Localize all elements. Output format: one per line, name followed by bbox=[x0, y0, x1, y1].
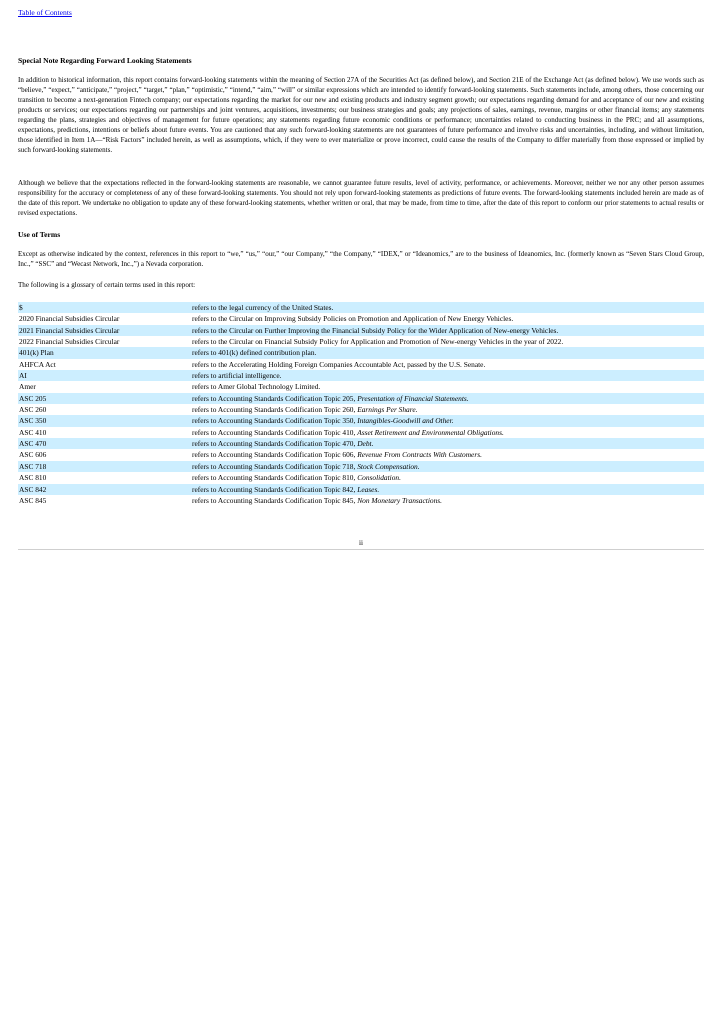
use-of-terms-heading: Use of Terms bbox=[18, 230, 61, 239]
use-of-terms-paragraph: Except as otherwise indicated by the context, references in this report to “we,” “us,” “our,” “our Company,” “the Company,” “IDEX,” or “Ideanomics,” are to the business of Ideanomics, Inc. (formerly known as “Seven Stars Cloud Group, Inc.,” “SSC” and “Wecast Network, Inc.,”) a Nevada corporation. bbox=[18, 250, 704, 269]
forward-looking-paragraph-1: In addition to historical information, this report contains forward-looking statements within the meaning of Section 27A of the Securities Act (as defined below), and Section 21E of the Exchange Act (as defined below). We use words such as “believe,” “expect,” “anticipate,” “project,” “target,” “plan,” “optimistic,” “intend,” “aim,” “will” or similar expressions which are intended to identify forward-looking statements. Such statements include, among others, those concerning our transition to become a next-generation Fintech company; our expectations regarding the market for our new and existing products and industry segment growth; our expectations regarding demand for and acceptance of our new and existing products or services; our expectations regarding our partnerships and joint ventures, acquisitions, investments; our business strategies and goals; any projections of sales, earnings, revenue, margins or other financial items; any statements regarding the plans, strategies and objectives of management for future operations; any statements regarding future economic conditions or performance; uncertainties related to conducting business in the PRC; and all assumptions, expectations, predictions, intentions or beliefs about future events. You are cautioned that any such forward-looking statements are not guarantees of future performance and involve risks and uncertainties, including, and without limitation, those identified in Item 1A—“Risk Factors” included herein, as well as assumptions, which, if they were to ever materialize or prove incorrect, could cause the results of the Company to differ materially from those expressed or implied by such forward-looking statements. bbox=[18, 76, 704, 155]
table-of-contents-link[interactable]: Table of Contents bbox=[18, 8, 72, 17]
glossary-definition bbox=[191, 302, 704, 313]
glossary-row bbox=[18, 370, 704, 381]
glossary-definition bbox=[191, 359, 704, 370]
page-divider bbox=[18, 549, 704, 550]
glossary-term: ASC 606 bbox=[19, 450, 47, 460]
glossary-definition bbox=[191, 393, 704, 404]
glossary-row bbox=[18, 415, 704, 426]
glossary-table bbox=[18, 302, 704, 506]
glossary-definition bbox=[191, 484, 704, 495]
glossary-definition-text: refers to Amer Global Technology Limited. bbox=[192, 382, 321, 392]
glossary-row bbox=[18, 313, 704, 324]
glossary-definition-text: refers to Accounting Standards Codification Topic 260, bbox=[192, 405, 358, 415]
glossary-row bbox=[18, 359, 704, 370]
glossary-definition bbox=[191, 381, 704, 392]
glossary-term: ASC 718 bbox=[18, 461, 191, 472]
glossary-row bbox=[18, 381, 704, 392]
glossary-definition bbox=[191, 495, 704, 506]
glossary-row bbox=[18, 438, 704, 449]
glossary-term: ASC 350 bbox=[18, 415, 191, 426]
glossary-definition-title: Intangibles-Goodwill and Other. bbox=[357, 416, 454, 426]
glossary-definition bbox=[191, 449, 704, 460]
glossary-definition-title: Leases. bbox=[357, 484, 380, 494]
glossary-definition-text: refers to Accounting Standards Codification Topic 810, bbox=[192, 473, 358, 483]
glossary-definition-title: Asset Retirement and Environmental Obligations. bbox=[357, 427, 504, 437]
glossary-definition bbox=[191, 347, 704, 358]
glossary-definition-text: refers to Accounting Standards Codification Topic 350, bbox=[192, 416, 358, 426]
glossary-definition-text: refers to 401(k) defined contribution plan. bbox=[192, 348, 317, 358]
glossary-definition bbox=[191, 336, 704, 347]
glossary-row bbox=[18, 404, 704, 415]
glossary-row bbox=[18, 449, 704, 460]
glossary-definition-text: refers to the Circular on Further Improving the Financial Subsidy Policy for the Wider Application of New-energy Vehicles. bbox=[192, 325, 559, 335]
glossary-definition bbox=[191, 370, 704, 381]
glossary-definition bbox=[191, 472, 704, 483]
glossary-definition bbox=[191, 438, 704, 449]
forward-looking-paragraph-2: Although we believe that the expectations reflected in the forward-looking statements are reasonable, we cannot guarantee future results, level of activity, performance, or achievements. Moreover, neither we nor any other person assumes responsibility for the accuracy or completeness of any of these forward-looking statements. You should not rely upon forward-looking statements as predictions of future events. The forward-looking statements included herein are made as of the date of this report. We undertake no obligation to update any of these forward-looking statements, whether written or oral, that may be made, from time to time, after the date of this report to conform our prior statements to actual results or revised expectations. bbox=[18, 179, 704, 218]
glossary-definition-text: refers to the Circular on Improving Subsidy Policies on Promotion and Application of New Energy Vehicles. bbox=[192, 314, 514, 324]
glossary-term: 2022 Financial Subsidies Circular bbox=[19, 337, 120, 347]
glossary-row bbox=[18, 302, 704, 313]
glossary-term: ASC 842 bbox=[18, 484, 191, 495]
forward-looking-heading: Special Note Regarding Forward Looking Statements bbox=[18, 56, 192, 65]
glossary-definition-text: refers to artificial intelligence. bbox=[192, 371, 282, 381]
glossary-term: ASC 410 bbox=[19, 427, 47, 437]
glossary-definition-text: refers to Accounting Standards Codification Topic 845, bbox=[192, 495, 358, 505]
glossary-row bbox=[18, 325, 704, 336]
glossary-term: AHFCA Act bbox=[19, 359, 56, 369]
glossary-term: 2020 Financial Subsidies Circular bbox=[19, 314, 120, 324]
glossary-definition bbox=[191, 427, 704, 438]
glossary-term: $ bbox=[18, 302, 191, 313]
glossary-row bbox=[18, 393, 704, 404]
glossary-row bbox=[18, 336, 704, 347]
glossary-definition-title: Debt. bbox=[357, 439, 374, 449]
glossary-term: ASC 260 bbox=[19, 405, 47, 415]
glossary-definition-title: Presentation of Financial Statements. bbox=[357, 393, 469, 403]
glossary-definition-text: refers to Accounting Standards Codification Topic 606, bbox=[192, 450, 358, 460]
glossary-row bbox=[18, 472, 704, 483]
glossary-term: 401(k) Plan bbox=[18, 347, 191, 358]
glossary-definition-text: refers to the Circular on Financial Subsidy Policy for Application and Promotion of New-energy Vehicles in the year of 2022. bbox=[192, 337, 564, 347]
glossary-definition-text: refers to Accounting Standards Codification Topic 205, bbox=[192, 393, 358, 403]
glossary-definition-text: refers to the Accelerating Holding Foreign Companies Accountable Act, passed by the U.S. Senate. bbox=[192, 359, 486, 369]
glossary-row bbox=[18, 495, 704, 506]
glossary-definition bbox=[191, 404, 704, 415]
glossary-definition-title: Non Monetary Transactions. bbox=[357, 495, 442, 505]
glossary-intro: The following is a glossary of certain terms used in this report: bbox=[18, 281, 196, 289]
glossary-definition bbox=[191, 461, 704, 472]
glossary-term: 2021 Financial Subsidies Circular bbox=[18, 325, 191, 336]
glossary-definition-title: Revenue From Contracts With Customers. bbox=[357, 450, 482, 460]
glossary-term: ASC 205 bbox=[18, 393, 191, 404]
glossary-definition-text: refers to Accounting Standards Codification Topic 842, bbox=[192, 484, 358, 494]
glossary-definition-title: Earnings Per Share. bbox=[357, 405, 418, 415]
glossary-definition-title: Consolidation. bbox=[357, 473, 401, 483]
page-number: ii bbox=[359, 539, 363, 547]
glossary-definition bbox=[191, 325, 704, 336]
glossary-definition bbox=[191, 415, 704, 426]
glossary-definition-text: refers to Accounting Standards Codification Topic 718, bbox=[192, 461, 358, 471]
glossary-term: ASC 470 bbox=[18, 438, 191, 449]
glossary-definition bbox=[191, 313, 704, 324]
glossary-definition-text: refers to Accounting Standards Codification Topic 470, bbox=[192, 439, 358, 449]
glossary-term: Amer bbox=[19, 382, 36, 392]
glossary-row bbox=[18, 347, 704, 358]
glossary-row bbox=[18, 427, 704, 438]
glossary-term: AI bbox=[18, 370, 191, 381]
glossary-term: ASC 810 bbox=[19, 473, 47, 483]
glossary-definition-text: refers to Accounting Standards Codification Topic 410, bbox=[192, 427, 358, 437]
glossary-term: ASC 845 bbox=[19, 495, 47, 505]
glossary-row bbox=[18, 461, 704, 472]
glossary-row bbox=[18, 484, 704, 495]
glossary-definition-title: Stock Compensation. bbox=[357, 461, 420, 471]
glossary-definition-text: refers to the legal currency of the United States. bbox=[192, 303, 334, 312]
